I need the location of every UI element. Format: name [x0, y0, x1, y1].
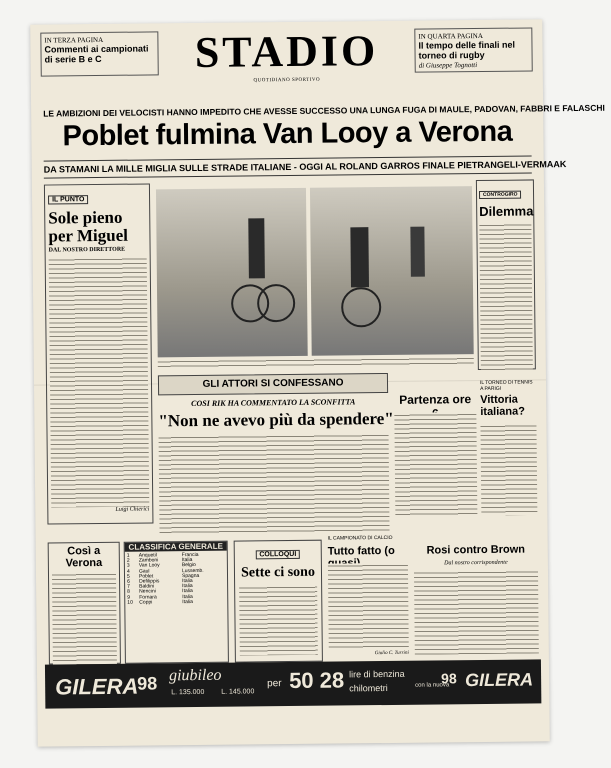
il-punto-title: Sole pieno per Miguel — [48, 207, 129, 246]
table-cell: Zamboni — [138, 557, 159, 564]
table-cell: 9 — [127, 594, 131, 601]
cosi-verona-box — [48, 542, 121, 665]
masthead-title: STADIO — [194, 26, 379, 77]
controgiro-body — [479, 222, 533, 373]
right-ear-kicker: IN QUARTA PAGINA — [418, 31, 483, 41]
table-cell: 7 — [127, 583, 130, 590]
table-cell: Belgio — [181, 562, 196, 569]
table-cell: 1 — [126, 552, 130, 559]
ad-number-right: 98 — [441, 670, 457, 687]
table-cell: Poblet — [138, 573, 154, 580]
photo-poblet — [156, 188, 308, 358]
subhead-bar: DA STAMANI LA MILLE MIGLIA SULLE STRADE ITALIANE - OGGI AL ROLAND GARROS FINALE PIETRANGELI-VERMAAK — [44, 155, 532, 178]
cosi-verona-list — [52, 572, 117, 669]
left-ear-kicker: IN TERZA PAGINA — [44, 35, 104, 45]
gli-attori-body — [159, 433, 390, 535]
calcio-body — [328, 563, 409, 650]
controgiro-title: Dilemma — [479, 203, 534, 220]
controgiro-box — [476, 179, 536, 370]
classifica-box — [124, 541, 229, 664]
table-cell: Nencini — [139, 588, 156, 596]
ad-big-number: 50 28 — [288, 667, 345, 694]
ad-per: per — [267, 678, 282, 690]
tennis-label: IL TORNEO DI TENNIS A PARIGI — [479, 379, 533, 393]
kicker-text: LE AMBIZIONI DEI VELOCISTI HANNO IMPEDITO CHE AVESSE SUCCESSO UNA LUNGA FUGA DI MAULE, PADOVAN, FABBRI E FALASCHI — [43, 102, 605, 119]
ad-line-2: chilometri — [349, 682, 388, 694]
ad-price-1: L. 135.000 — [171, 688, 205, 697]
table-cell: Lussemb. — [181, 567, 204, 574]
ad-brand-left: GILERA — [55, 673, 139, 700]
ad-brand-right: GILERA — [465, 669, 534, 691]
table-cell: 4 — [126, 568, 130, 575]
table-cell: 2 — [126, 557, 130, 564]
gli-attori-title: GLI ATTORI SI CONFESSANO — [202, 377, 344, 390]
colloqui-body — [239, 585, 318, 656]
newspaper-page — [30, 19, 605, 746]
il-punto-box — [44, 183, 154, 524]
il-punto-signature: Luigi Chierici — [115, 506, 150, 513]
rider-figure — [410, 227, 425, 277]
photo-riders — [310, 186, 474, 356]
left-ear-title: Commenti ai campionati di serie B e C — [44, 43, 149, 65]
table-cell: Fornara — [139, 594, 157, 601]
gli-attori-deck: COSI RIK HA COMMENTATO LA SCONFITTA — [191, 397, 356, 409]
masthead-subtitle: QUOTIDIANO SPORTIVO — [253, 77, 321, 84]
photo-caption — [158, 356, 474, 367]
right-ear-byline: di Giuseppe Tognotti — [418, 60, 478, 70]
table-cell: Italia — [182, 583, 193, 590]
table-cell: Francia — [181, 551, 199, 559]
ad-tail: con la nuova — [415, 682, 450, 689]
table-cell: Italia — [181, 557, 193, 564]
main-headline: Poblet fulmina Van Looy a Verona — [62, 115, 513, 153]
table-cell: 10 — [127, 599, 133, 606]
table-cell: Coppi — [139, 599, 153, 606]
rider-figure — [350, 227, 369, 287]
table-cell: Defilippis — [139, 578, 160, 585]
table-cell: 6 — [127, 578, 130, 585]
table-cell: Spagna — [181, 572, 200, 579]
rider-figure — [248, 218, 265, 278]
partenza-title: Partenza ore — [399, 392, 472, 407]
table-cell: Italia — [182, 598, 193, 605]
table-cell: Van Looy — [138, 562, 160, 569]
ad-price-2: L. 145.000 — [221, 688, 255, 696]
table-cell: Italia — [182, 588, 193, 595]
calcio-title: Tutto fatto (o — [327, 544, 395, 558]
partenza-body — [394, 412, 477, 517]
calcio-signature: Giulio C. Turrini — [374, 650, 409, 657]
table-row — [127, 600, 225, 606]
table-cell: Gaul — [138, 568, 150, 575]
table-cell: Italia — [182, 578, 193, 585]
ad-number-left: 98 — [137, 673, 158, 694]
table-cell: 8 — [127, 589, 130, 596]
table-cell: 5 — [126, 573, 130, 580]
right-ear-box — [414, 27, 532, 72]
ad-line-1: lire di benzina — [349, 668, 405, 680]
gilera-ad — [45, 659, 541, 708]
cosi-verona-title: Così a Verona — [65, 544, 103, 570]
right-ear-title: Il tempo delle finali nel torneo di rugby — [418, 39, 516, 62]
il-punto-tag: IL PUNTO — [48, 195, 89, 204]
tennis-title: Vittoria italiana? — [480, 393, 525, 419]
table-cell: Baldini — [139, 583, 155, 590]
classifica-title: CLASSIFICA GENERALE — [125, 542, 227, 552]
gli-attori-quote: "Non ne avevo più da spendere" — [158, 408, 394, 431]
bicycle-wheel — [341, 287, 381, 327]
brown-body — [414, 569, 539, 654]
table-cell: Anquetil — [138, 552, 157, 559]
table-cell: Italia — [182, 593, 193, 600]
controgiro-tag: CONTROGIRO — [479, 191, 522, 199]
brown-title: Rosi contro Brown — [426, 543, 526, 557]
colloqui-title: Sette ci sono — [240, 564, 315, 581]
left-ear-box — [40, 31, 158, 76]
il-punto-body — [49, 256, 150, 507]
tennis-body — [480, 423, 537, 516]
classifica-table — [125, 551, 228, 608]
calcio-label: IL CAMPIONATO DI CALCIO — [327, 534, 393, 542]
colloqui-box — [234, 540, 323, 663]
table-cell: 3 — [126, 563, 130, 570]
colloqui-label: COLLOQUI — [255, 550, 300, 559]
brown-byline: Dal nostro corrispondente — [444, 559, 508, 567]
gli-attori-bar — [158, 373, 388, 395]
il-punto-byline: DAL NOSTRO DIRETTORE — [48, 246, 126, 254]
bicycle-wheel — [257, 284, 295, 322]
ad-model: giubileo — [168, 666, 222, 685]
